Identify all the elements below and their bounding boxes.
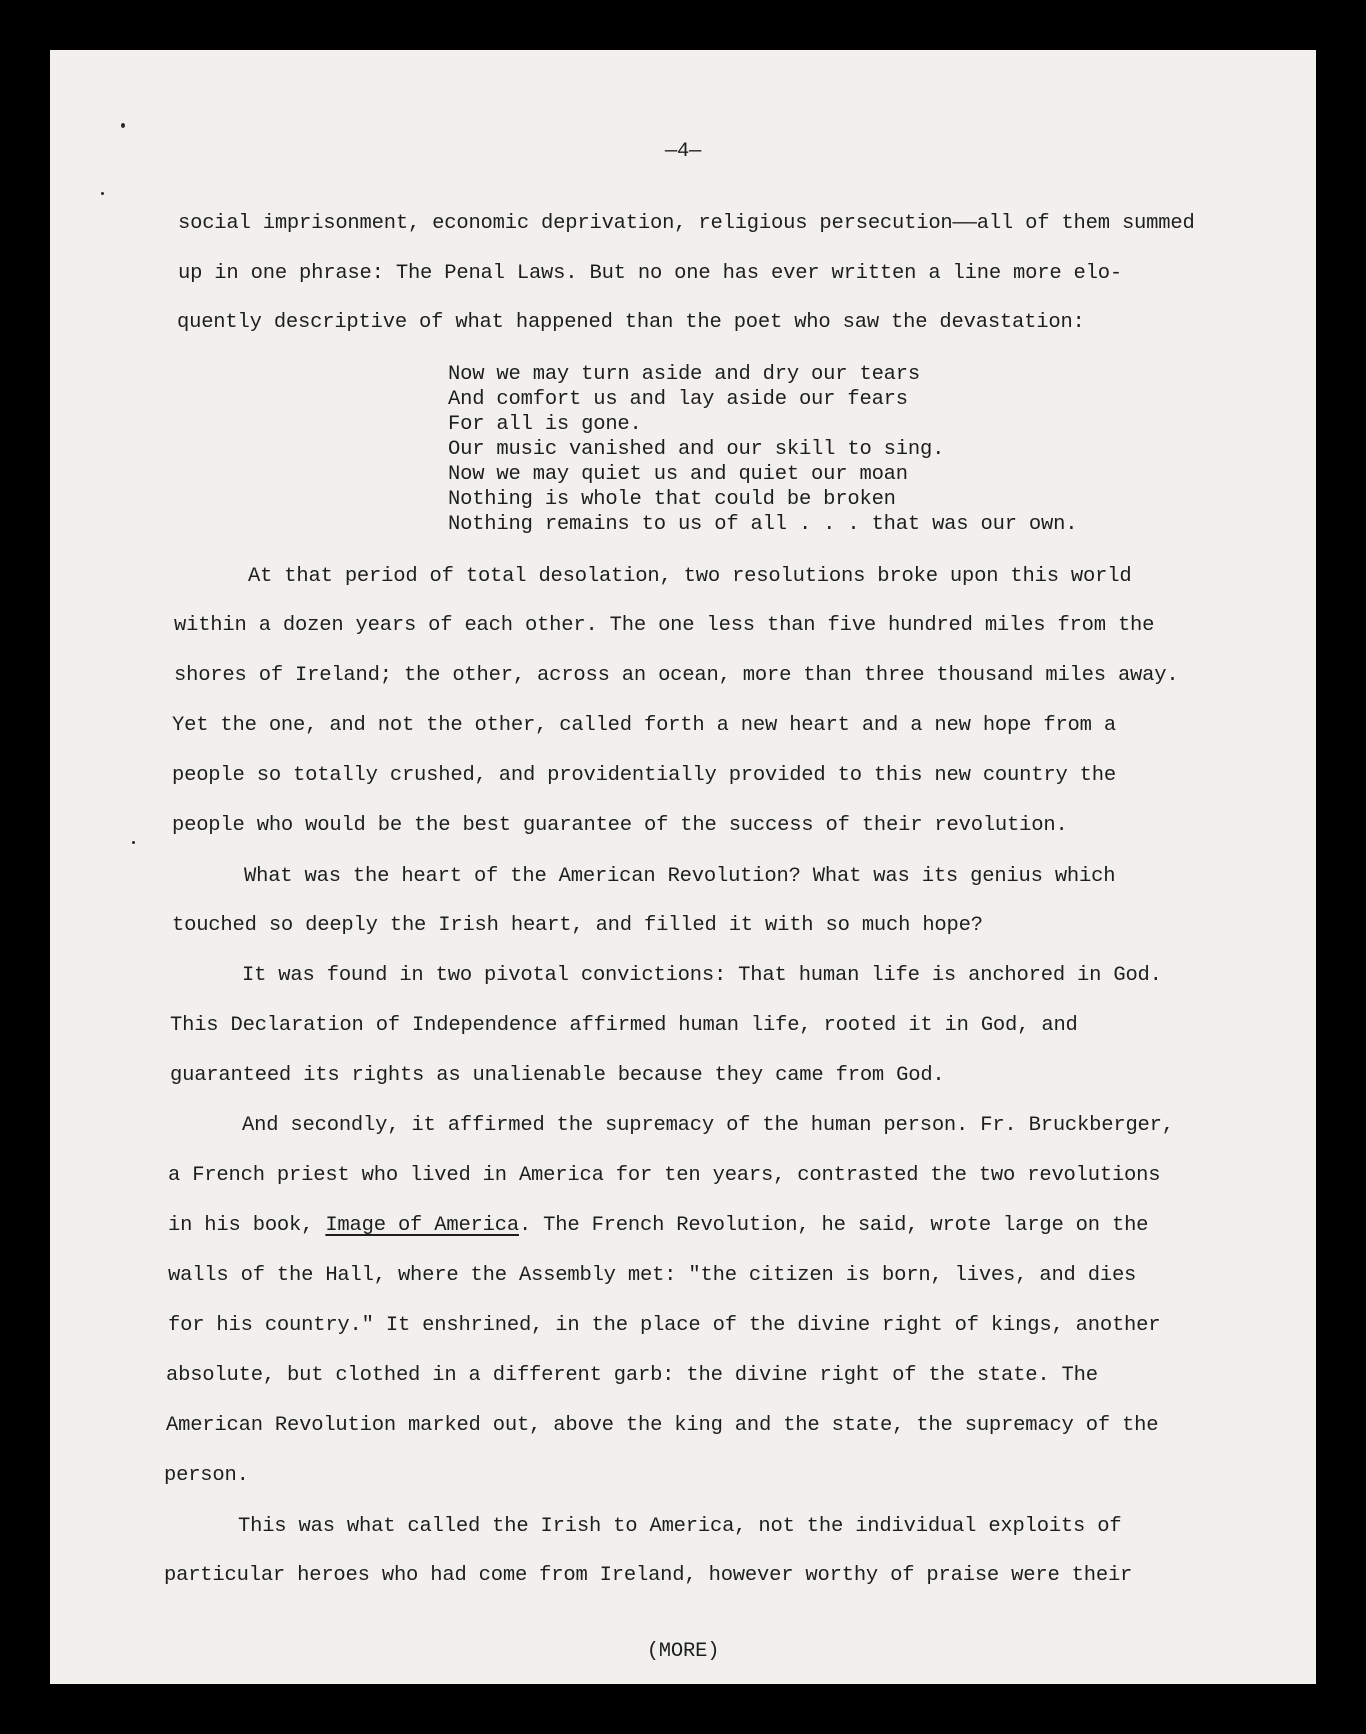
poem-quotation (448, 362, 1077, 537)
ink-speck (121, 123, 125, 128)
text-line (168, 1214, 1148, 1237)
text-line: This was what called the Irish to America, not the individual exploits of (238, 1515, 1122, 1538)
text-line: absolute, but clothed in a different garb: the divine right of the state. The (166, 1364, 1098, 1387)
text-line: This Declaration of Independence affirmed human life, rooted it in God, and (170, 1014, 1078, 1037)
ink-speck (132, 841, 135, 844)
poem-line: Our music vanished and our skill to sing. (448, 438, 945, 461)
text-line: touched so deeply the Irish heart, and filled it with so much hope? (172, 914, 983, 937)
poem-line: For all is gone. (448, 413, 642, 436)
poem-line: Now we may turn aside and dry our tears (448, 363, 920, 386)
text-line: people so totally crushed, and providentially provided to this new country the (172, 764, 1116, 787)
text-line: It was found in two pivotal convictions: That human life is anchored in God. (242, 964, 1162, 987)
text-line: And secondly, it affirmed the supremacy of the human person. Fr. Bruckberger, (242, 1114, 1174, 1137)
poem-line: Nothing remains to us of all . . . that was our own. (448, 513, 1078, 536)
document-page (50, 50, 1316, 1684)
continuation-marker: (MORE) (646, 1640, 720, 1663)
text-line: quently descriptive of what happened than the poet who saw the devastation: (177, 311, 1085, 334)
text-line: social imprisonment, economic deprivation, religious persecution——all of them summed (178, 212, 1195, 235)
text-segment: in his book, (168, 1214, 326, 1237)
ink-speck (101, 192, 104, 195)
text-line: guaranteed its rights as unalienable because they came from God. (170, 1064, 945, 1087)
text-line: What was the heart of the American Revolution? What was its genius which (244, 865, 1116, 888)
text-line: shores of Ireland; the other, across an ocean, more than three thousand miles away. (174, 664, 1179, 687)
text-line: At that period of total desolation, two resolutions broke upon this world (248, 565, 1132, 588)
book-title: Image of America (325, 1214, 519, 1237)
text-segment: . The French Revolution, he said, wrote large on the (518, 1214, 1149, 1237)
text-line: up in one phrase: The Penal Laws. But no one has ever written a line more elo- (178, 262, 1122, 285)
text-line: walls of the Hall, where the Assembly met: "the citizen is born, lives, and dies (168, 1264, 1137, 1287)
text-line: Yet the one, and not the other, called forth a new heart and a new hope from a (172, 714, 1116, 737)
poem-line: Now we may quiet us and quiet our moan (448, 463, 908, 486)
text-line: a French priest who lived in America for ten years, contrasted the two revolutions (168, 1164, 1161, 1187)
text-line: particular heroes who had come from Ireland, however worthy of praise were their (164, 1564, 1133, 1587)
text-line: within a dozen years of each other. The one less than five hundred miles from the (174, 614, 1155, 637)
poem-line: And comfort us and lay aside our fears (448, 388, 908, 411)
text-line: for his country." It enshrined, in the place of the divine right of kings, another (168, 1314, 1161, 1337)
text-line: people who would be the best guarantee of the success of their revolution. (172, 814, 1068, 837)
poem-line: Nothing is whole that could be broken (448, 488, 896, 511)
page-number: —4— (664, 140, 702, 163)
text-line: person. (164, 1464, 249, 1487)
text-line: American Revolution marked out, above the king and the state, the supremacy of the (166, 1414, 1159, 1437)
